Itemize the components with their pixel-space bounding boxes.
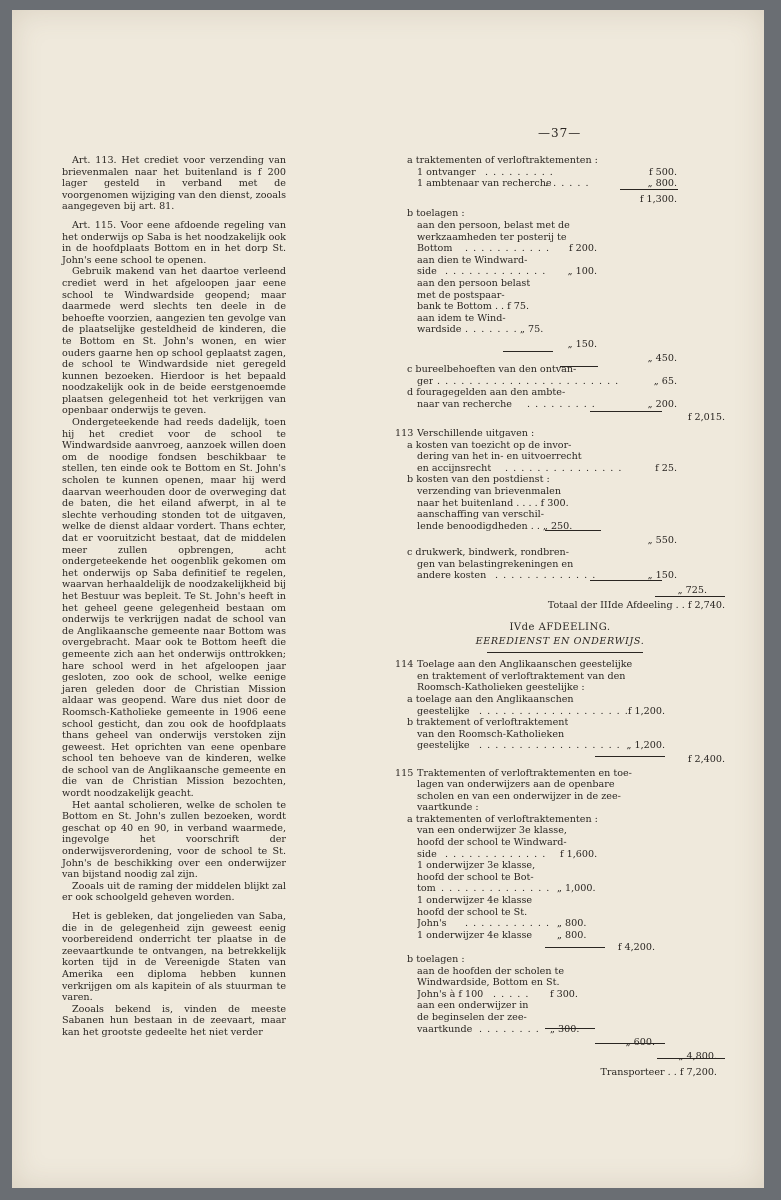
budget-line: en accijnsrecht	[417, 462, 492, 474]
amount: „ 150.	[647, 570, 677, 582]
budget-line: a traktementen of verloftraktementen :	[407, 813, 598, 825]
amount: „ 1,200.	[626, 740, 665, 752]
budget-line: tom	[417, 883, 436, 895]
budget-line: lagen van onderwijzers aan de openbare	[417, 779, 615, 791]
budget-line: a kosten van toezicht op de invor-	[407, 439, 572, 451]
amount: „ 800.	[647, 178, 677, 190]
budget-line: side	[417, 848, 437, 860]
budget-line: a traktementen of verloftraktementen :	[407, 155, 598, 166]
budget-line: geestelijke	[417, 740, 470, 752]
budget-line: Toelage aan den Anglikaanschen geestelijke	[417, 659, 633, 671]
amount: „ 600.	[625, 1037, 655, 1049]
amount: f 4,200.	[617, 942, 655, 954]
sum-rule	[655, 596, 725, 597]
budget-line: aan dien te Windward-	[417, 254, 528, 266]
section-heading: IVde AFDEELING.	[509, 621, 611, 633]
budget-line: aanschaffing van verschil-	[417, 509, 544, 521]
transport-line: Transporteer . . f 7,200.	[600, 1067, 717, 1079]
budget-line: aan idem te Wind-	[417, 312, 506, 324]
amount: f 2,400.	[687, 753, 725, 765]
budget-line: b kosten van den postdienst :	[407, 474, 550, 486]
amount: f 1,600.	[560, 848, 598, 860]
sum-rule	[590, 580, 662, 581]
budget-line: verzending van brievenmalen	[417, 486, 562, 498]
budget-line: c drukwerk, bindwerk, rondbren-	[407, 547, 569, 558]
budget-line: hoofd der school te Windward-	[417, 837, 567, 849]
budget-line: ger	[417, 375, 434, 387]
amount: f 500.	[649, 166, 677, 178]
budget-line: 1 ontvanger	[417, 166, 476, 178]
sum-rule	[657, 1058, 725, 1059]
budget-line: b traktement of verloftraktement	[407, 717, 569, 729]
amount: f 2,015.	[687, 412, 725, 424]
budget-line: aan den persoon, belast met de	[417, 219, 570, 231]
budget-line: Traktementen of verloftraktementen en toe-	[417, 767, 632, 779]
budget-line: scholen en van een onderwijzer in de zee-	[417, 790, 621, 802]
budget-line: geestelijke	[417, 705, 470, 717]
budget-line: John's à f 100	[417, 988, 484, 1000]
budget-line: de beginselen der zee-	[417, 1011, 527, 1023]
page-number: —37—	[538, 126, 582, 140]
budget-line: met de postspaar-	[417, 289, 505, 301]
amount: „ 65.	[653, 375, 677, 387]
paragraph: Het is gebleken, dat jongelieden van Saba, die in de gelegenheid zijn geweest eenig voorbereidend onderricht ter plaatse in de zeevaartkunde te ontvangen, na betrekkelijk korten tijd in de Vereenigde Staten van Amerika een diploma hebben kunnen verkrijgen om als kapitein of als stuurman te varen.	[62, 911, 286, 1004]
budget-line: John's	[417, 918, 447, 930]
budget-line: side	[417, 266, 437, 278]
paragraph: Gebruik makend van het daartoe verleend crediet werd in het afgeloopen jaar eene school te Windwardside geopend; maar daarmede werd slechts ten deele in de behoefte voorzien, aangezien ten gevolge van de plaatselijke gesteldheid de kinderen, die te Bottom en St. John's wonen, en wier ouders gaarne hen op school geplaatst zagen, de school te Windwardside niet geregeld kunnen bezoeken. Hierdoor is het bepaald noodzakelijk ook in de beide eerstgenoemde plaatsen gelegenheid tot het verkrijgen van openbaar onderwijs te geven.	[62, 266, 286, 417]
budget-line: Bottom	[417, 243, 453, 255]
amount: „ 200.	[647, 398, 677, 410]
section-subheading: EEREDIENST EN ONDERWIJS.	[475, 635, 645, 647]
amount: f 1,200.	[627, 705, 665, 717]
budget-line: bank te Bottom . . f 75.	[417, 301, 530, 313]
budget-line: wardside	[417, 324, 462, 336]
amount: „ 150.	[567, 338, 597, 350]
amount: „ 450.	[647, 352, 677, 364]
right-column-budget: a traktementen of verloftraktementen : 1 ontvanger . . . . . . . . . f 500. 1 ambtenaar van recherche . . . . . . „ 800. f 1,300. b toelagen : aan den persoon, belast met de werkzaamheden ter posterij te Bottom . . . . . . . . . . . f 200. aan dien te Windward- side . . . . . . . . . . . . . „ 100. aan den persoon belast met de postspaar- bank te Bottom . . f 75. aan idem te Wind- wardside . . . . . . . „ 75. „ 150. „ 450. c bureelbehoeften van den ontvan- ger . . . . . . . . . . . . . . . . . . . . . . . „ 65. d fouragegelden aan den ambte- naar van recherche . . . . . . . . . „ 200. f 2,015. 113 Verschillende uitgaven : a kosten van toezicht op de invor- dering van het in- en uitvoerrecht en accijnsrecht . . . . . . . . . . . . . . . f 25. b kosten van den postdienst : verzending van brievenmalen naar het buitenland . . . . f 300. aanschaffing van verschil- lende benoodigdheden . . „ 250. „ 550. c drukwerk, bindwerk, rondbren- gen van belastingrekeningen en andere kosten . . . . . . . . . . . . . „ 150. „ 725. Totaal der IIIde Afdeeling . . f 2,740. IVde AFDEELING. EEREDIENST EN ONDERWIJS. 114 Toelage aan den Anglikaanschen geestelijke en traktement of verloftraktement van den Roomsch-Katholieken geestelijke : a toelage aan den Anglikaanschen geestelijke . . . . . . . . . . . . . . . . . . . f 1,200. b traktement of verloftraktement van den Roomsch-Katholieken geestelijke . . . . . . . . . . . . . . . . . . „ 1,200. f 2,400. 115 Traktementen of verloftraktementen en toe- lagen van onderwijzers aan de openbare scholen en van een onderwijzer in de zee- vaartkunde : a traktementen of verloftraktementen : van een onderwijzer 3e klasse, hoofd der school te Windward- side . . . . . . . . . . . . . f 1,600. 1 onderwijzer 3e klasse, hoofd der school te Bot- tom . . . . . . . . . . . . . . „ 1,000. 1 onderwijzer 4e klasse hoofd der school te St. John's . . . . . . . . . . . „ 800. 1 onderwijzer 4e klasse „ 800. f 4,200. b toelagen : aan de hoofden der scholen te Windwardside, Bottom en St. John's à f 100 . . . . . f 300. aan een onderwijzer in de beginselen der zee- vaartkunde . . . . . . . . „ 300. „ 600. „ 4,800. Transporteer . . f 7,200.	[395, 155, 725, 1079]
budget-line: andere kosten	[417, 570, 487, 582]
amount: „ 1,000.	[557, 883, 596, 895]
paragraph: Zooals uit de raming der middelen blijkt zal er ook schoolgeld geheven worden.	[62, 880, 286, 904]
sum-rule	[545, 1028, 595, 1029]
budget-line: van den Roomsch-Katholieken	[417, 728, 565, 740]
budget-line: 1 onderwijzer 3e klasse,	[417, 860, 536, 872]
budget-line: aan den persoon belast	[417, 277, 531, 289]
amount: „ 300.	[550, 1023, 580, 1035]
article-number: 113	[395, 428, 414, 440]
budget-line: aan een onderwijzer in	[417, 1000, 529, 1012]
budget-line: d fouragegelden aan den ambte-	[407, 387, 566, 399]
budget-line: 1 onderwijzer 4e klasse	[417, 895, 533, 907]
budget-line: 1 onderwijzer 4e klasse	[417, 929, 533, 941]
paragraph-art-115: Art. 115. Voor eene afdoende regeling van het onderwijs op Saba is het noodzakelijk ook in de hoofdplaats Bottom en in het dorp St. John's eene school te openen.	[62, 219, 286, 266]
budget-line: b toelagen :	[407, 208, 465, 220]
budget-line: vaartkunde	[417, 1023, 473, 1035]
paragraph: Zooals bekend is, vinden de meeste Sabanen hun bestaan in de zeevaart, maar kan het grootste gedeelte het niet verder	[62, 1003, 286, 1038]
amount: „ 725.	[677, 584, 707, 596]
paragraph: Het aantal scholieren, welke de scholen te Bottom en St. John's zullen bezoeken, wordt geschat op 40 en 90, in verband waarmede, ingevolge het voorschrift der onderwijsverordening, voor de school te St. John's de beschikking over een onderwijzer van bijstand noodig zal zijn.	[62, 799, 286, 881]
sum-rule	[545, 530, 601, 531]
amount: „ 550.	[647, 535, 677, 547]
budget-line: Verschillende uitgaven :	[417, 428, 535, 440]
budget-line: a toelage aan den Anglikaanschen	[407, 693, 574, 705]
left-column	[62, 155, 286, 1039]
article-number: 115	[395, 767, 414, 779]
total-line: Totaal der IIIde Afdeeling . . f 2,740.	[547, 600, 725, 612]
budget-line: Roomsch-Katholieken geestelijke :	[417, 682, 585, 694]
budget-line: werkzaamheden ter posterij te	[417, 231, 567, 243]
amount: „ 75.	[520, 324, 544, 336]
budget-line: b toelagen :	[407, 954, 465, 965]
amount: „ 100.	[567, 266, 597, 278]
budget-line: 1 ambtenaar van recherche	[417, 178, 552, 190]
budget-line: Windwardside, Bottom en St.	[417, 977, 560, 989]
budget-line: hoofd der school te St.	[417, 906, 528, 918]
amount: „ 800.	[557, 929, 587, 941]
budget-line: van een onderwijzer 3e klasse,	[417, 825, 567, 837]
budget-line: dering van het in- en uitvoerrecht	[417, 451, 582, 463]
budget-line: aan de hoofden der scholen te	[417, 965, 565, 977]
heading-underline	[487, 652, 643, 653]
sum-rule	[620, 189, 678, 190]
budget-line: hoofd der school te Bot-	[417, 871, 534, 883]
amount: f 300.	[550, 988, 578, 1000]
sum-rule	[595, 1043, 665, 1044]
amount: f 25.	[655, 462, 677, 474]
budget-line: gen van belastingrekeningen en	[417, 558, 574, 570]
amount: „ 800.	[557, 918, 587, 930]
amount: f 200.	[569, 243, 597, 255]
paragraph: Ondergeteekende had reeds dadelijk, toen hij het crediet voor de school te Windwardside aanvroeg, aanzoek willen doen om de noodige fondsen beschikbaar te stellen, ten einde ook te Bottom en St. John's scholen te kunnen openen, maar hij werd daarvan weerhouden door de overweging dat de baten, die het eiland afwerpt, in al te slechte verhouding stonden tot de uitgaven, welke de dienst aldaar vordert. Thans echter, dat er vooruitzicht bestaat, dat de middelen meer zullen opbrengen, acht ondergeteekende het oogenblik gekomen om het onderwijs op Saba definitief te regelen, waarvan herhaaldelijk de noodzakelijkheid bij het Bestuur was bepleit. Te St. John's heeft in het geheel geene gelegenheid bestaan om onderwijs te verkrijgen nadat de school van de Anglikaansche gemeente naar Bottom was overgebracht. Maar ook te Bottom heeft die gemeente zich aan het onderwijs onttrokken; hare school werd in het afgeloopen jaar gesloten, zoo ook de school, welke eenige jaren geleden door de Christian Mission aldaar was geopend. Ware dus niet door de Roomsch-Katholieke gemeente in 1906 eene school gesticht, dan zou ook de hoofdplaats thans geheel van onderwijs verstoken zijn geweest. Het oprichten van eene openbare school ten behoeve van de kinderen, welke de school van de Anglikaansche gemeente en die van de Christian Mission bezochten, wordt noodzakelijk geacht.	[62, 417, 286, 800]
article-number: 114	[395, 659, 414, 671]
budget-line: lende benoodigdheden . . „ 250.	[417, 520, 573, 532]
paragraph-art-113: Art. 113. Het crediet voor verzending van brievenmalen naar het buitenland is f 200 lager gesteld in verband met de voorgenomen wijziging van den dienst, zooals aangegeven bij art. 81.	[62, 155, 286, 213]
budget-line: vaartkunde :	[417, 802, 479, 814]
budget-line: naar het buitenland . . . . f 300.	[417, 497, 569, 509]
amount: f 1,300.	[639, 193, 677, 205]
amount: „ 4,800.	[678, 1050, 717, 1062]
budget-line: en traktement of verloftraktement van den	[417, 670, 626, 682]
budget-line: c bureelbehoeften van den ontvan-	[407, 364, 577, 376]
budget-line: naar van recherche	[417, 398, 512, 410]
